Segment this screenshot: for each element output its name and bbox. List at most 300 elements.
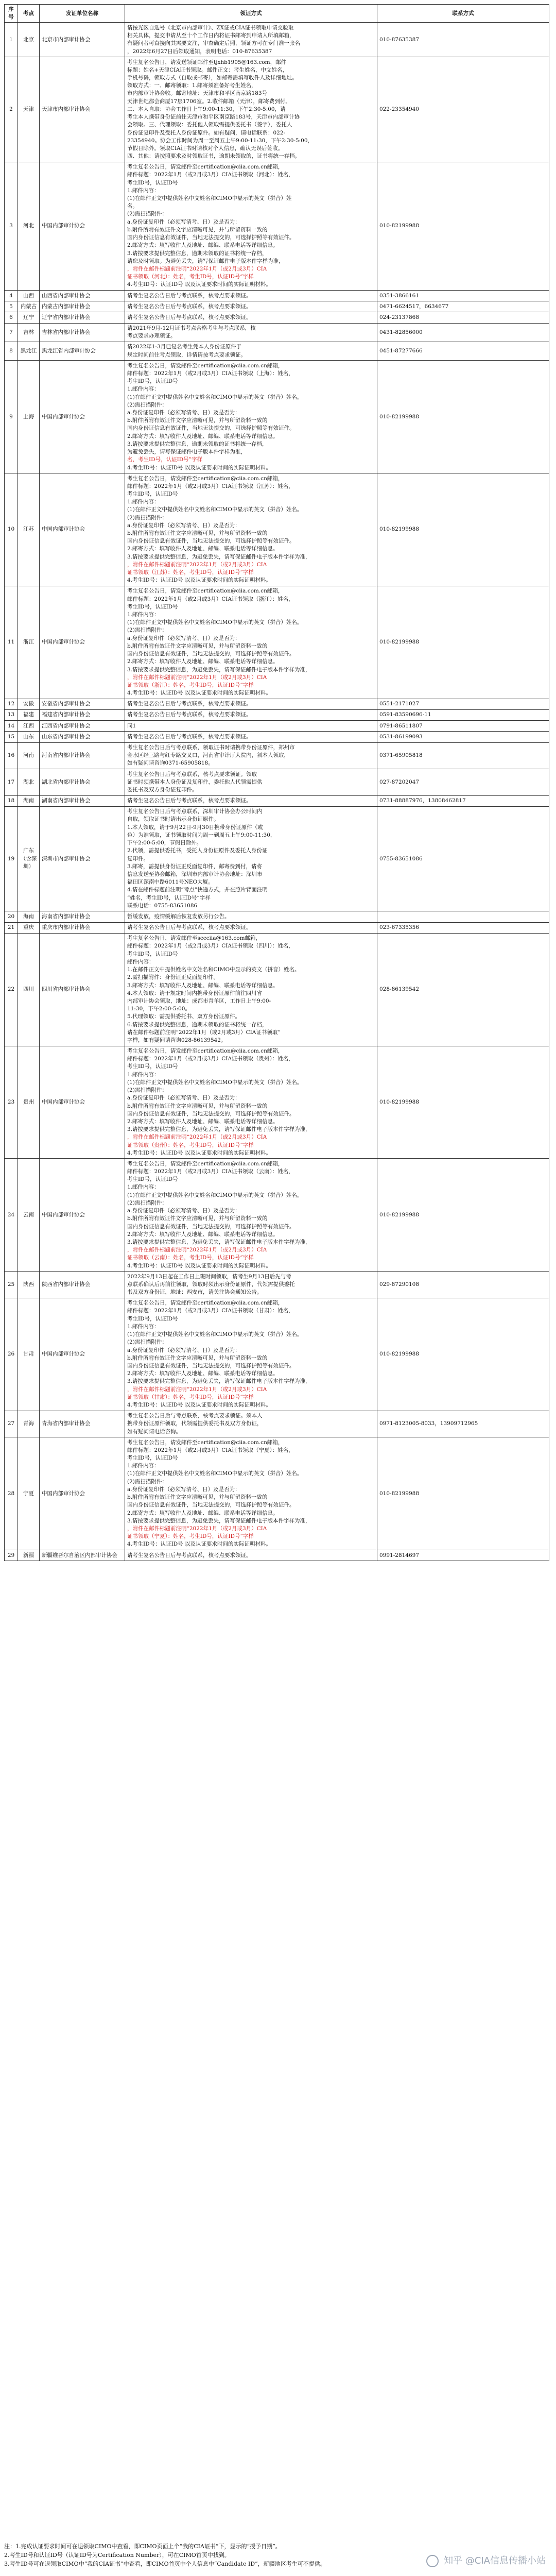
cell-no: 8 [5, 342, 18, 360]
header-contact: 联系方式 [377, 5, 549, 23]
method-line: 4.本人领取：请于规定时间内携带身份证原件前往四川省 [127, 990, 263, 996]
cell-method [125, 911, 377, 922]
method-line: a.身份证复印件（必须写清考、日）及是否为： [127, 1486, 240, 1493]
table-row [5, 922, 549, 933]
method-line: 2.邮寄方式：填写收件人及地址、邮编、联系电话等详细信息。 [127, 242, 279, 249]
method-line: 2.邮寄方式：填写收件人及地址、邮编、联系电话等详细信息。 [127, 1370, 279, 1377]
cell-no: 27 [5, 1411, 18, 1437]
cell-contact: 0531-86199093 [377, 732, 549, 742]
method-line: ，附件在邮件标题前注明“2022年1月（或2月或3月）CIA [127, 1134, 267, 1141]
method-line: 委托书及双方身份证复印件。 [127, 787, 198, 793]
cell-contact: 022-23354940 [377, 57, 549, 162]
method-line: 邮件标题：2022年1月（或2月或3月）CIA证书领取（云南）：姓名， [127, 1168, 294, 1175]
table-body [5, 23, 549, 1561]
cell-no: 13 [5, 709, 18, 720]
method-line: 会领取。三、代理领取：委托他人领取需提供委托书（签字），委托人 [127, 122, 292, 128]
cell-method [125, 922, 377, 933]
method-line: 信息发送至协会邮箱，深圳市内部审计协会地址：深圳市 [127, 871, 263, 877]
cell-contact: 0991-2814697 [377, 1550, 549, 1561]
footnote-line: 3.考生ID号可在退领取CIMO中“我的CIA证书”中查看，即CIMO首页中个人信息中“Candidate ID”，新疆地区考生可不提供。 [4, 2561, 326, 2568]
method-line: 携带身份证原件领取，代领需提供委托书及双方身份证， [127, 1420, 263, 1427]
method-line: 同1 [127, 722, 136, 729]
method-line: ，附件在邮件标题前注明“2022年1月（或2月或3月）CIA [127, 1525, 267, 1532]
method-line: 请按光区自选号《北京市内部审计》、ZX证或CIA证书领取申请交验取 [127, 24, 294, 31]
method-line: a.身份证复印件（必须写清考、日）及是否为： [127, 1208, 240, 1214]
table-row [5, 1046, 549, 1159]
method-line: ，附件在邮件标题前注明“2022年1月（或2月或3月）CIA [127, 561, 267, 568]
method-line: 邮件标题：2022年1月（或2月或3月）CIA证书领取（江苏）：姓名， [127, 483, 294, 489]
method-line: 3.邮寄方式：填写收件人及地址、邮编、联系电话等详细信息。 [127, 982, 279, 989]
method-line: (2)需扫描附件： [127, 1478, 167, 1485]
cell-no: 10 [5, 473, 18, 586]
cell-org: 中国内部审计协会 [40, 361, 125, 473]
footnote-line: 2.考生ID号和认证ID号（认证ID号为Certification Number），可在CIMO首页中找到。 [4, 2552, 230, 2559]
method-line: (2)需扫描附件： [127, 627, 167, 634]
table-row [5, 301, 549, 312]
cell-area: 广东（含深圳） [18, 806, 40, 911]
method-line: a.身份证复印件（必须写清考、日）及是否为： [127, 635, 240, 641]
method-line: 请2022年1-3月已复名考生凭本人身份证原件于 [127, 344, 242, 350]
method-line: 考生复名公告日，请发邮件至certification@ciia.com.cn邮箱， [127, 588, 284, 595]
method-line: 3.请按要求提供完整信息，为避免丢失，请写保证邮件电子版本件字样为准， [127, 1126, 311, 1133]
cell-method [125, 742, 377, 769]
header-method: 领证方式 [125, 5, 377, 23]
method-line: b.附件所附有效证件文字应清晰可见，并与所留资料一致的 [127, 226, 268, 233]
method-line: 证书领取（云南）：姓名，考生ID号，认证ID号”字样 [127, 1255, 254, 1261]
method-line: 请2021年9月-12月证书考点合格考生与考点联系，核 [127, 325, 256, 332]
cell-area: 海南 [18, 911, 40, 922]
cell-method [125, 1550, 377, 1561]
table-row [5, 342, 549, 360]
method-line: 考生ID号，认证ID号 [127, 1315, 178, 1322]
header-org: 发证单位名称 [40, 5, 125, 23]
method-line: 请在邮件标题前注明“2022年1月（或2月或3月）CIA证书领取” [127, 1029, 281, 1036]
cell-area: 云南 [18, 1159, 40, 1272]
method-line: 考生ID号，认证ID号 [127, 603, 178, 610]
method-line: 请考生复名公告日后与考点联系，核考点要求领证。 [127, 292, 252, 299]
method-line: b.附件所附有效证件文字应清晰可见，并与所留资料一致的 [127, 642, 268, 649]
cell-contact: 028-86139542 [377, 933, 549, 1046]
table-row [5, 323, 549, 342]
cell-method [125, 795, 377, 806]
cell-org: 中国内部审计协会 [40, 1046, 125, 1159]
method-line: b.附件所附有效证件文字应清晰可见，并与所留资料一致的 [127, 1354, 268, 1361]
method-line: (2)需扫描附件： [127, 1199, 167, 1206]
method-line: 自取，领取证书时请出示身份证原件。 [127, 816, 219, 823]
cell-org: 山东省内部审计协会 [40, 732, 125, 742]
cell-area: 江西 [18, 721, 40, 732]
method-line: 邮件标题：2022年1月（或2月或3月）CIA证书领取（宁夏）：姓名， [127, 1447, 294, 1453]
method-line: 国内身份证信息有效证件，当地无法提交的，可选择护照等有效证件。 [127, 1223, 295, 1230]
method-line: 如有疑问请电话咨询。 [127, 1428, 181, 1435]
table-row [5, 732, 549, 742]
method-line: 市内部审计协会收。邮寄地址：天津市和平区南京路183号 [127, 90, 268, 97]
method-line: 国内身份证信息有效证件，当地无法提交的，可选择护照等有效证件。 [127, 651, 295, 657]
cell-area: 甘肃 [18, 1298, 40, 1411]
method-line: 11:30，下午2:00-5:00。 [127, 1006, 190, 1012]
cell-no: 18 [5, 795, 18, 806]
table-row [5, 795, 549, 806]
method-line: 领取方式：一、邮寄领取：1.邮寄须准备好考生姓名， [127, 82, 257, 89]
table-row [5, 586, 549, 699]
method-line: 1.邮件内容： [127, 386, 160, 393]
method-line: (1)在邮件正文中提供姓名中文姓名和CIMO中显示的英文（拼音）姓名。 [127, 1192, 303, 1198]
method-line: 1.本人领取，请于9月22日-9月30日携带身份证原件（或 [127, 824, 263, 831]
header-no: 序号 [5, 5, 18, 23]
cell-no: 4 [5, 291, 18, 301]
cell-no: 24 [5, 1159, 18, 1272]
method-line: ，2022年6月27日后领取通知，表明电话：010-87635387 [127, 48, 272, 55]
cell-org: 内蒙古内部审计协会 [40, 301, 125, 312]
cell-contact: 0591-83590696-11 [377, 709, 549, 720]
cell-no: 17 [5, 769, 18, 796]
cell-area: 黑龙江 [18, 342, 40, 360]
method-line: 考生ID号，认证ID号 [127, 1176, 178, 1183]
cell-no: 26 [5, 1298, 18, 1411]
method-line: b.附件所附有效证件文字应清晰可见，并与所留资料一致的 [127, 417, 268, 424]
cell-area: 重庆 [18, 922, 40, 933]
cell-no: 16 [5, 742, 18, 769]
cell-area: 辽宁 [18, 312, 40, 323]
method-line: 请考生复名公告日后与考点联系，核考点要求领证。 [127, 1552, 252, 1558]
cell-org: 湖北省内部审计协会 [40, 769, 125, 796]
method-line: 考生ID号，认证ID号 [127, 490, 178, 497]
method-line: 考生复名公告日，请发邮件至certification@ciia.com.cn邮箱， [127, 1439, 284, 1446]
cell-contact: 0791-86511807 [377, 721, 549, 732]
cell-method [125, 162, 377, 290]
table-row [5, 721, 549, 732]
method-line: 邮件标题：2022年1月（或2月或3月）CIA证书领取（浙江）：姓名， [127, 596, 294, 602]
cell-method [125, 806, 377, 911]
method-line: 2.需扫描附件：身份证正反面复印件。 [127, 974, 219, 981]
method-line: 4.考生ID号：认证ID号 以及认证要求时间的实际证明材料。 [127, 577, 271, 584]
method-line: a.身份证复印件（必须写清考、日）及是否为： [127, 218, 240, 225]
method-line: 规定时间前往考点领取，详情请按考点要求领证。 [127, 351, 246, 358]
method-line: ，附件在邮件标题前注明“2022年1月（或2月或3月）CIA [127, 674, 267, 681]
method-line: 3.邮寄，需提供身份证正反面复印件，邮寄费到付，请将 [127, 863, 263, 870]
cell-method [125, 291, 377, 301]
cell-no: 15 [5, 732, 18, 742]
cell-method [125, 933, 377, 1046]
method-line: 证书时须携带本人身份证及复印件，委托他人代领需提供 [127, 778, 263, 785]
method-line: 考生复名公告日，请发邮件至certification@ciia.com.cn邮箱， [127, 1300, 284, 1307]
cell-area: 江苏 [18, 473, 40, 586]
cell-no: 23 [5, 1046, 18, 1159]
method-line: 联系电话：0755-83651086 [127, 902, 198, 909]
cell-contact: 0451-87277666 [377, 342, 549, 360]
method-line: 考生ID号，认证ID号 [127, 1063, 178, 1070]
method-line: 福田区深南中路6011号NEO大厦。 [127, 879, 214, 886]
method-line: (2)需扫描附件： [127, 514, 167, 521]
method-line: (2)需扫描附件： [127, 1339, 167, 1346]
cell-no: 19 [5, 806, 18, 911]
cell-org: 辽宁省内部审计协会 [40, 312, 125, 323]
cell-method [125, 1411, 377, 1437]
method-line: 国内身份证信息有效证件，当地无法提交的，可选择护照等有效证件。 [127, 538, 295, 545]
cell-org: 河南省内部审计协会 [40, 742, 125, 769]
cell-no: 5 [5, 301, 18, 312]
cell-area: 浙江 [18, 586, 40, 699]
method-line: 考生ID号，认证ID号 [127, 1455, 178, 1462]
method-line: 3.请按要求提供完整信息，逾期未领取的证书将统一存档， [127, 440, 268, 447]
method-line: 4.考生ID号：认证ID号 以及认证要求时间的实际证明材料。 [127, 281, 271, 288]
method-line: 考生复名公告日后与考点联系，核考点要求领证。领取 [127, 771, 257, 777]
cell-org: 湖南省内部审计协会 [40, 795, 125, 806]
method-line: 请您及时领取。为避免丢失，请写保证邮件电子版本件字样为准， [127, 258, 284, 264]
cell-no: 22 [5, 933, 18, 1046]
method-line: (1)在邮件正文中提供姓名中文姓名和CIMO中显示的英文（拼音）姓名。 [127, 394, 303, 400]
cell-contact: 010-82199988 [377, 473, 549, 586]
method-line: 请考生复名公告日后与考点联系，核考点要求领证。 [127, 314, 252, 320]
cell-contact: 027-87202047 [377, 769, 549, 796]
method-line: (2)需扫描附件： [127, 1087, 167, 1094]
method-line: 名，考生ID号，认证ID号”字样 [127, 456, 202, 463]
method-line: (1)在邮件正文中提供姓名中文姓名和CIMO中显示的英文（拼音）姓名。 [127, 1470, 303, 1477]
cell-contact: 010-82199988 [377, 1437, 549, 1550]
cell-area: 上海 [18, 361, 40, 473]
method-line: 1.邮件内容： [127, 1071, 160, 1078]
method-line: 6.请按要求提供完整信息，逾期未领取的证书将统一存档， [127, 1021, 268, 1028]
method-line: 4.考生ID号：认证ID号 以及认证要求时间的实际证明材料。 [127, 690, 271, 697]
table-row [5, 742, 549, 769]
cell-area: 山西 [18, 291, 40, 301]
method-line: 考生复名公告日，请发邮件至certification@ciia.com.cn邮箱， [127, 475, 284, 482]
table-row [5, 162, 549, 290]
method-line: 4.考生ID号：认证ID号 以及认证要求时间的实际证明材料。 [127, 1541, 271, 1548]
method-line: a.身份证复印件（必须写清考、日）及是否为： [127, 522, 240, 529]
cell-no: 20 [5, 911, 18, 922]
method-line: 考生ID号，认证ID号 [127, 378, 178, 385]
cell-method [125, 721, 377, 732]
cell-contact: 010-82199988 [377, 1046, 549, 1159]
method-line: 考生复名公告日后与考点联系，领取证书时请携带身份证原件，郑州市 [127, 744, 295, 751]
cell-contact: 010-82199988 [377, 361, 549, 473]
cell-org: 中国内部审计协会 [40, 1159, 125, 1272]
method-line: 国内身份证信息有效证件，当地无法提交的，可选择护照等有效证件。 [127, 1362, 295, 1369]
method-line: b.附件所附有效证件文字应清晰可见，并与所留资料一致的 [127, 530, 268, 537]
cell-area: 陕西 [18, 1272, 40, 1298]
method-line: 内部审计协会领取，地址：成都市青羊区，工作日上午9:00- [127, 997, 271, 1004]
cell-org: 天津市内部审计协会 [40, 57, 125, 162]
method-line: 2.邮寄方式：填写收件人及地址、邮编、联系电话等详细信息。 [127, 1231, 279, 1238]
method-line: 下午2:00-5:00，节假日除外。 [127, 840, 202, 846]
cell-no: 21 [5, 922, 18, 933]
method-line: 请考生复名公告日后与考点联系，核考点要求领证。 [127, 303, 252, 310]
method-line: 4.考生ID号：认证ID号 以及认证要求时间的实际证明材料。 [127, 464, 271, 471]
cell-method [125, 586, 377, 699]
method-line: 金水区经三路与红专路交叉口，河南省审计厅大院内，须本人领取， [127, 752, 289, 759]
method-line: a.身份证复印件（必须写清考、日）及是否为： [127, 1347, 240, 1353]
cell-no: 11 [5, 586, 18, 699]
cell-method [125, 301, 377, 312]
table-row [5, 361, 549, 473]
cell-org: 福建省内部审计协会 [40, 709, 125, 720]
method-line: 邮件标题：2022年1月（或2月或3月）CIA证书领取（河北）：姓名， [127, 172, 294, 178]
cell-area: 天津 [18, 57, 40, 162]
method-line: ，附件在邮件标题前注明“2022年1月（或2月或3月）CIA [127, 266, 267, 273]
method-line: 2022年9月13日起在工作日上班时间领取，请考生9月13日后先与考 [127, 1273, 291, 1280]
method-line: 考生复名公告日后与考点联系，深圳审计协会办公时间内 [127, 808, 263, 815]
method-line: 2.邮寄方式：填写收件人及地址、邮编、联系电话等详细信息。 [127, 658, 279, 665]
cell-contact: 0371-65905818 [377, 742, 549, 769]
cell-org: 中国内部审计协会 [40, 1298, 125, 1411]
method-line: 邮件标题：2022年1月（或2月或3月）CIA证书领取（贵州）：姓名， [127, 1056, 294, 1062]
method-line: 证书领取（河北）：姓名，考生ID号，认证ID号”字样 [127, 274, 254, 280]
cell-area: 福建 [18, 709, 40, 720]
method-line: 考生ID号，认证ID号 [127, 951, 178, 957]
method-line: 证书领取（江苏）：姓名，考生ID号，认证ID号”字样 [127, 569, 254, 576]
method-line: 2.代领，需提供委托书，受托人身份证原件及委托人身份证 [127, 848, 268, 854]
method-line: 邮件内容： [127, 958, 154, 965]
method-line: b.附件所附有效证件文字应清晰可见，并与所留资料一致的 [127, 1103, 268, 1109]
cell-org: 重庆市内部审计协会 [40, 922, 125, 933]
cell-no: 12 [5, 699, 18, 709]
method-line: (2)需扫描附件： [127, 211, 167, 217]
method-line: 3.请按要求提供完整信息，逾期未领取的证书将统一存档， [127, 250, 268, 257]
header-area: 考点 [18, 5, 40, 23]
table-row [5, 1550, 549, 1561]
table-row [5, 473, 549, 586]
cell-area: 河北 [18, 162, 40, 290]
cell-org: 黑龙江省内部审计协会 [40, 342, 125, 360]
cell-method [125, 769, 377, 796]
cell-no: 7 [5, 323, 18, 342]
cell-method [125, 699, 377, 709]
method-line: 1.邮件内容： [127, 611, 160, 618]
cell-no: 28 [5, 1437, 18, 1550]
method-line: 1.邮件内容： [127, 499, 160, 505]
method-line: 二、本人自取：协会工作日上午9:00-11:30，下午2:30-5:00，请 [127, 106, 286, 112]
cell-org: 深圳市内部审计协会 [40, 806, 125, 911]
method-line: 3.请按要求提供完整信息，为避免丢失，请写保证邮件电子版本件字样为准， [127, 1239, 311, 1245]
cell-org: 江西省内部审计协会 [40, 721, 125, 732]
method-line: b.附件所附有效证件文字应清晰可见，并与所留资料一致的 [127, 1215, 268, 1222]
method-line: 请考生复名公告日后与考点联系，核考点要求领证。 [127, 701, 252, 707]
cell-area: 贵州 [18, 1046, 40, 1159]
method-line: 请考生复名公告日后与考点联系，核考点要求领证。 [127, 924, 252, 931]
method-line: 国内身份证信息有效证件，当地无法提交的，可选择护照等有效证件。 [127, 1110, 295, 1117]
cell-area: 山东 [18, 732, 40, 742]
cell-method [125, 1046, 377, 1159]
cell-method [125, 473, 377, 586]
cell-no: 2 [5, 57, 18, 162]
method-line: 4.请在邮件标题前注明“考点”快递方式，并在照片背面注明 [127, 887, 268, 893]
certificate-collection-table [4, 4, 549, 1561]
cell-contact: 0731-88887976，13808462817 [377, 795, 549, 806]
method-line: 身份证复印件及受托人身份证原件。如有疑问，请电话联系：022- [127, 129, 286, 136]
method-line: a.身份证复印件（必须写清考、日）及是否为： [127, 1095, 240, 1101]
cell-contact: 0551-2171027 [377, 699, 549, 709]
cell-no: 14 [5, 721, 18, 732]
cell-contact: 029-87290108 [377, 1272, 549, 1298]
method-line: ，附件在邮件标题前注明“2022年1月（或2月或3月）CIA [127, 1247, 267, 1253]
method-line: 1.在邮件正文中提供姓名中文姓名和CIMO中显示的英文（拼音）姓名。 [127, 967, 300, 973]
cell-area: 湖南 [18, 795, 40, 806]
method-line: 标题：姓名+天津CIA证书领取。邮件正文：考生姓名，中文姓名， [127, 66, 288, 73]
cell-method [125, 312, 377, 323]
method-line: (1)在邮件正文中提供姓名中文姓名和CIMO中显示的英文（拼音）姓名。 [127, 1079, 303, 1086]
method-line: 2.邮寄方式：填写收件人及地址、邮编、联系电话等详细信息。 [127, 433, 279, 439]
method-line: 2.邮寄方式：填写收件人及地址、邮编、联系电话等详细信息。 [127, 1510, 279, 1516]
method-line: 3.请按要求提供完整信息，为避免丢失，请写保证邮件电子版本件字样为准， [127, 666, 311, 673]
method-line: 考生复名公告日，请发邮件至certification@ciia.com.cn邮箱， [127, 164, 284, 171]
method-line: 考生复名公告日，请发邮件至certification@ciia.com.cn邮箱， [127, 362, 284, 369]
method-line: 为避免丢失，请写保证邮件电子版本件字样为准， [127, 449, 246, 455]
cell-method [125, 709, 377, 720]
cell-org: 中国内部审计协会 [40, 162, 125, 290]
table-row [5, 709, 549, 720]
table-header-row [5, 5, 549, 23]
cell-method [125, 732, 377, 742]
cell-org: 安徽省内部审计协会 [40, 699, 125, 709]
method-line: 四、其他：请按照要求及时领取证书，逾期未领取的，证书将统一存档。 [127, 153, 300, 160]
cell-contact: 0431-82856000 [377, 323, 549, 342]
method-line: 4.考生ID号：认证ID号 以及认证要求时间的实际证明材料。 [127, 1149, 271, 1156]
cell-method [125, 57, 377, 162]
method-line: 字样，如有疑问请咨询028-86139542。 [127, 1037, 227, 1044]
footnote-line: 注：1.完成认证要求时间可在退领取CIMO中查看，即CIMO页面上个“我的CIA证书”下，显示的“授予日期”。 [4, 2543, 281, 2550]
cell-method [125, 342, 377, 360]
cell-org: 中国内部审计协会 [40, 586, 125, 699]
cell-contact: 0471-6624517，6634677 [377, 301, 549, 312]
cell-no: 1 [5, 23, 18, 57]
cell-method [125, 1159, 377, 1272]
method-line: 暂缓发放，疫情缓解后恢复发放另行公告。 [127, 913, 230, 920]
cell-org: 北京市内部审计协会 [40, 23, 125, 57]
table-row [5, 1298, 549, 1411]
method-line: 国内身份证信息有效证件，当地无法提交的，可选择护照等有效证件。 [127, 1502, 295, 1509]
cell-org: 中国内部审计协会 [40, 473, 125, 586]
method-line: 书及双方身份证，地址：西安市，请关注协会通知公告。 [127, 1289, 263, 1296]
cell-org: 海南省内部审计协会 [40, 911, 125, 922]
method-line: 天津世纪都会商厦17层1706室。2.收件邮箱（天津），邮寄费到付。 [127, 98, 291, 105]
table-row [5, 933, 549, 1046]
cell-no: 29 [5, 1550, 18, 1561]
cell-no: 3 [5, 162, 18, 290]
method-line: 3.请按要求提供完整信息，为避免丢失，请写保证邮件电子版本件字样为准， [127, 1378, 311, 1385]
cell-contact: 0971-8123005-8033，13909712965 [377, 1411, 549, 1437]
cell-contact: 0351-3866161 [377, 291, 549, 301]
table-row [5, 1437, 549, 1550]
method-line: 邮件标题：2022年1月（或2月或3月）CIA证书领取（甘肃）：姓名， [127, 1308, 294, 1314]
method-line: ，附件在邮件标题前注明“2022年1月（或2月或3月）CIA [127, 1386, 267, 1393]
table-row [5, 23, 549, 57]
method-line: 考生本人携带身份证前往天津市和平区南京路183号，天津市内部审计协 [127, 114, 300, 121]
cell-no: 25 [5, 1272, 18, 1298]
table-row [5, 1411, 549, 1437]
method-line: 证书领取（贵州）：姓名，考生ID号，认证ID号”字样 [127, 1142, 254, 1148]
method-line: 23354940。协会工作时间为周一至周五上午9:00-11:30，下午2:30-5:00， [127, 137, 314, 144]
method-line: 证书领取（浙江）：姓名，考生ID号，认证ID号”字样 [127, 682, 254, 688]
method-line: 4.考生ID号：认证ID号 以及认证要求时间的实际证明材料。 [127, 1402, 271, 1409]
cell-no: 9 [5, 361, 18, 473]
cell-org: 青海省内部审计协会 [40, 1411, 125, 1437]
zhihu-logo-icon [426, 2555, 439, 2567]
cell-method [125, 1437, 377, 1550]
method-line: 3.请按要求提供完整信息，为避免丢失，请写保证邮件电子版本件字样为准， [127, 1517, 311, 1524]
method-line: (1)在邮件正文中提供姓名中文姓名和CIMO中显示的英文（拼音）姓名。 [127, 619, 303, 626]
method-line: 1.邮件内容： [127, 1463, 160, 1469]
method-line: 2.邮寄方式：填写收件人及地址、邮编、联系电话等详细信息。 [127, 546, 279, 552]
method-line: 国内身份证信息有效证件，当地无法提交的，可选择护照等有效证件。 [127, 234, 295, 241]
method-line: 1.邮件内容： [127, 187, 160, 194]
method-line: 邮件标题：2022年1月（或2月或3月）CIA证书领取（四川）：姓名， [127, 943, 294, 950]
cell-contact [377, 911, 549, 922]
method-line: 请考生复名公告日后与考点联系，核考点要求领证。 [127, 733, 252, 740]
method-line: 3.请按要求提供完整信息，为避免丢失，请写保证邮件电子版本件字样为准， [127, 553, 311, 560]
cell-area: 北京 [18, 23, 40, 57]
method-line: 有疑问者可直接向其需要文注，审查确定后照，领证方可在专门准一张名 [127, 40, 300, 47]
